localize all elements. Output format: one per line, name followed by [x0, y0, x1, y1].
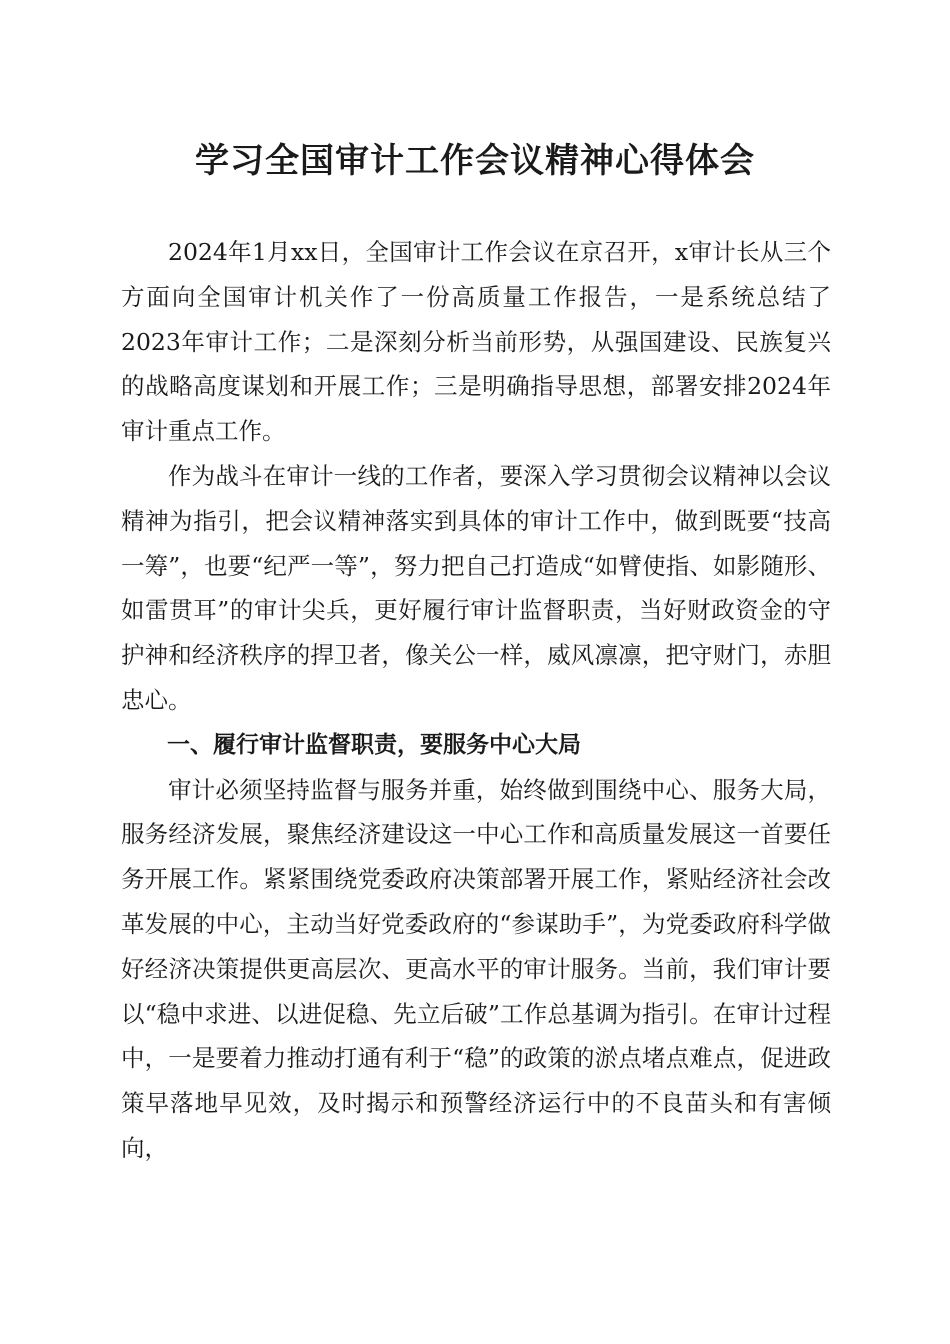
document-title: 学习全国审计工作会议精神心得体会 — [195, 141, 755, 181]
paragraph-intro: 2024年1月xx日，全国审计工作会议在京召开，x审计长从三个方面向全国审计机关作了一份高质量工作报告，一是系统总结了2023年审计工作；二是深刻分析当前形势，从强国建设、民族复兴的战略高度谋划和开展工作；三是明确指导思想，部署安排2024年审计重点工作。 — [121, 238, 831, 446]
paragraph-section-1: 审计必须坚持监督与服务并重，始终做到围绕中心、服务大局，服务经济发展，聚焦经济建设这一中心工作和高质量发展这一首要任务开展工作。紧紧围绕党委政府决策部署开展工作，紧贴经济社会改革发展的中心，主动当好党委政府的“参谋助手”，为党委政府科学做好经济决策提供更高层次、更高水平的审计服务。当前，我们审计要以“稳中求进、以进促稳、先立后破”工作总基调为指引。在审计过程中，一是要着力推动打通有利于“稳”的政策的淤点堵点难点，促进政策早落地早见效，及时揭示和预警经济运行中的不良苗头和有害倾向， — [121, 775, 831, 1162]
document-body — [121, 230, 831, 1171]
section-heading-1: 一、履行审计监督职责，要服务中心大局 — [167, 731, 581, 758]
paragraph-commitment: 作为战斗在审计一线的工作者，要深入学习贯彻会议精神以会议精神为指引，把会议精神落实到具体的审计工作中，做到既要“技高一筹”，也要“纪严一等”，努力把自己打造成“如臂使指、如影随形、如雷贯耳”的审计尖兵，更好履行审计监督职责，当好财政资金的守护神和经济秩序的捍卫者，像关公一样，威风凛凛，把守财门，赤胆忠心。 — [121, 461, 831, 714]
